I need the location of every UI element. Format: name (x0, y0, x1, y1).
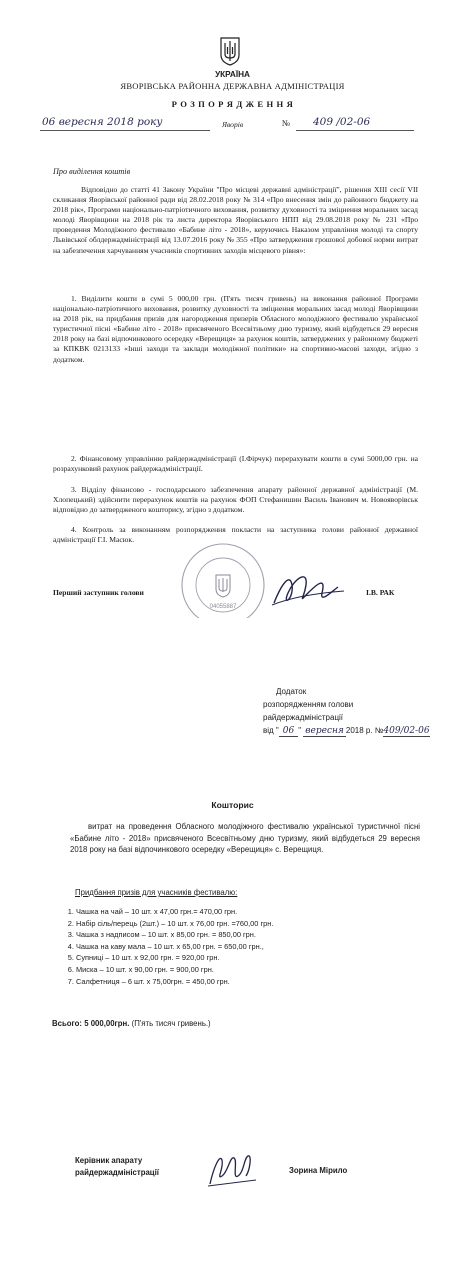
list-item: 3. Чашка з надписом – 10 шт. х 85,00 грн. = 850,00 грн. (76, 929, 396, 941)
annex-heading: Кошторис (211, 800, 254, 810)
order-subject: Про виділення коштів (53, 167, 131, 176)
signature-rak (268, 563, 348, 613)
document-type: Р О З П О Р Я Д Ж Е Н Н Я (171, 99, 294, 109)
annex-total (52, 1019, 211, 1028)
order-item-1: 1. Виділити кошти в сумі 5 000,00 грн. (П'ять тисяч гривень) на виконання районної Програми національно-патріотичного виховання, розвитку духовності та зміцнення моральних засад молоді Яворівщини на 2018 рік, на придбання призів для нагородження призерів Обласного молодіжного фестивалю української туристичної пісні «Бабине літо - 2018» присвяченого Всесвітньому дню туризму, який відбудеться 29 вересня 2018 року на базі відпочинкового осередку «Верещиця» за рахунок коштів, затверджених у районному бюджеті за КПКВК 0213133 «Інші заходи та заклади молодіжної політики» на спортивно-масові заходи, згідно з додатком. (53, 294, 418, 364)
signature-mirylo (200, 1146, 260, 1190)
annex-list-title: Придбання призів для учасників фестивалю: (75, 888, 238, 897)
country-heading: УКРАЇНА (215, 70, 250, 79)
order-signatory-title: Перший заступник голови (53, 588, 144, 597)
annex-signatory-name: Зорина Мірило (289, 1166, 348, 1175)
official-seal-stamp (180, 542, 266, 628)
list-item: 4. Чашка на каву мала – 10 шт. х 65,00 грн. = 650,00 грн., (76, 941, 396, 953)
annex-total-label: Всього: 5 000,00грн. (52, 1019, 130, 1028)
order-preamble: Відповідно до статті 41 Закону України "Про місцеві державні адміністрації", рішення XIII сесії VII скликання Яворівської районної ради від 28.02.2018 року № 314 «Про внесення змін до районного бюджету на 2018 рік», Програми національно-патріотичного виховання, розвитку духовності та зміцнення моральних засад молоді Яворівщини на 2018 рік та листа директора Яворівського НПП від 29.08.2018 року № 231 «Про проведення Молодіжного фестивалю «Бабине літо - 2018», керуючись Наказом управління молоді та спорту Львівської облдержадміністрації від 13.07.2016 року № 355 «Про затвердження грошової добової норми витрат на забезпечення харчуванням учасників спортивних заходів місцевого рівня»: (53, 185, 418, 255)
order-item-2: 2. Фінансовому управлінню райдержадміністрації (І.Фірчук) перерахувати кошти в сумі 5000,00 грн. на розрахунковий рахунок райдержадміністрації. (53, 454, 418, 474)
date-underline (40, 130, 210, 131)
authority-heading: ЯВОРІВСЬКА РАЙОННА ДЕРЖАВНА АДМІНІСТРАЦІЯ (120, 81, 345, 91)
order-number-sign: № (282, 118, 291, 128)
seal-code: 04055887 (209, 604, 237, 610)
annex-title-line-1: Додаток (276, 687, 307, 696)
annex-date-month: вересня (305, 726, 344, 736)
list-item: 5. Супниці – 10 шт. х 92,00 грн. = 920,00 грн. (76, 952, 396, 964)
annex-signatory-title-line-1: Керівник апарату (75, 1156, 143, 1165)
annex-total-words: (П'ять тисяч гривень.) (131, 1019, 211, 1028)
annex-signatory-title (75, 1155, 159, 1178)
annex-date-line (263, 724, 430, 738)
annex-page (0, 618, 465, 1280)
list-item: 1. Чашка на чай – 10 шт. х 47,00 грн.= 470,00 грн. (76, 906, 396, 918)
annex-date-number: 409/02-06 (383, 726, 430, 736)
list-item: 2. Набір сіль/перець (2шт.) – 10 шт. х 76,00 грн. =760,00 грн. (76, 918, 396, 930)
annex-purpose: витрат на проведення Обласного молодіжного фестивалю української туристичної пісні «Бабине літо - 2018» присвяченого Всесвітньому дню туризму, який відбудеться 29 вересня 2018 року на базі відпочинкового осередку «Верещиця» с. Верещиця. (70, 822, 420, 855)
order-city: Яворів (222, 120, 244, 129)
order-signatory-name: І.В. РАК (366, 588, 395, 597)
annex-title-line-3: райдержадміністрації (263, 713, 344, 722)
annex-date-mid: " (298, 726, 302, 735)
annex-title-block (263, 685, 430, 738)
order-item-3: 3. Відділу фінансово - господарського забезпечення апарату районної державної адміністрації (М. Хлопецький) здійснити перерахунок коштів на рахунок ФОП Стефанишин Василь Іванович м. Новояворівськ відповідно до затвердженого кошторису, згідно з додатком. (53, 485, 418, 515)
order-item-4: 4. Контроль за виконанням розпорядження покласти на заступника голови районної державної адміністрації Г.І. Масюк. (53, 525, 418, 545)
annex-date-day: 06 (279, 726, 298, 737)
order-number-handwritten: 409 /02-06 (313, 116, 371, 128)
order-date-handwritten: 06 вересня 2018 року (42, 116, 163, 128)
annex-title-line-2: розпорядженням голови (263, 700, 354, 709)
list-item: 6. Миска – 10 шт. х 90,00 грн. = 900,00 грн. (76, 964, 396, 976)
annex-signatory-title-line-2: райдержадміністрації (75, 1167, 159, 1177)
annex-date-prefix: від " (263, 726, 279, 735)
annex-date-year: 2018 р. № (345, 726, 384, 735)
number-underline (296, 130, 414, 131)
trident-coat-of-arms-icon (219, 36, 241, 66)
order-page (0, 0, 465, 618)
annex-prize-list (58, 906, 396, 987)
list-item: 7. Салфетниця – 6 шт. х 75,00грн. = 450,00 грн. (76, 976, 396, 988)
